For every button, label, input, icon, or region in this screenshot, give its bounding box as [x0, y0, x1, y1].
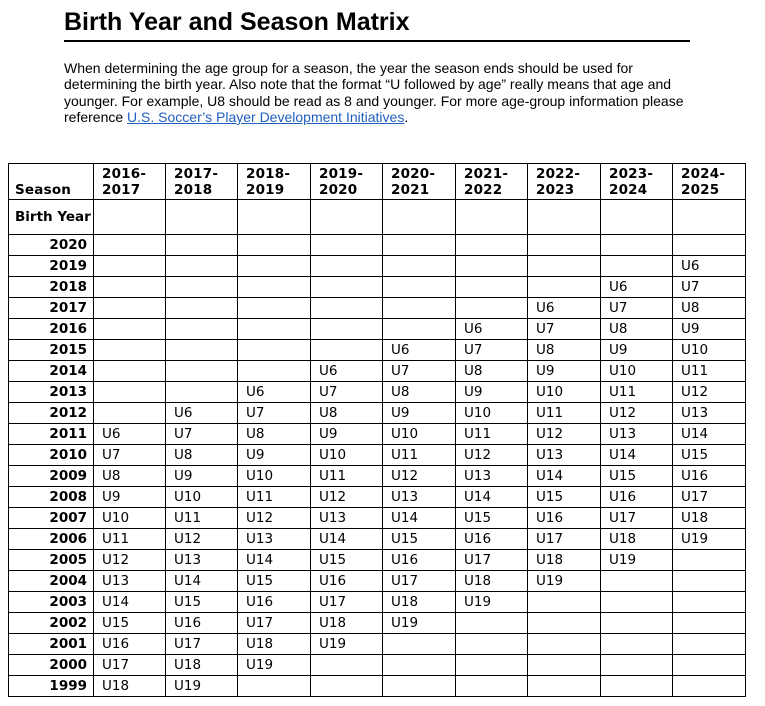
age-group-cell: U11	[456, 424, 528, 445]
intro-paragraph	[64, 60, 684, 125]
age-group-cell	[94, 361, 166, 382]
age-group-cell	[601, 592, 673, 613]
age-group-cell: U12	[601, 403, 673, 424]
age-group-cell	[238, 676, 311, 697]
age-group-cell	[94, 277, 166, 298]
age-group-cell: U8	[311, 403, 383, 424]
age-group-cell	[238, 361, 311, 382]
age-group-cell: U16	[311, 571, 383, 592]
birth-year-cell: 2014	[9, 361, 94, 382]
age-group-cell	[383, 298, 456, 319]
age-group-cell: U14	[601, 445, 673, 466]
age-group-cell: U12	[311, 487, 383, 508]
age-group-cell	[166, 361, 238, 382]
table-row	[9, 466, 746, 487]
age-group-cell	[673, 655, 746, 676]
age-group-cell: U15	[94, 613, 166, 634]
age-group-cell: U12	[673, 382, 746, 403]
age-group-cell	[94, 298, 166, 319]
age-group-cell	[528, 256, 601, 277]
age-group-cell: U12	[94, 550, 166, 571]
season-end: 2020	[319, 182, 358, 198]
age-group-cell	[528, 235, 601, 256]
age-group-cell: U13	[166, 550, 238, 571]
season-header-6	[528, 164, 601, 200]
age-group-cell: U9	[528, 361, 601, 382]
age-group-cell	[94, 403, 166, 424]
age-group-cell: U16	[166, 613, 238, 634]
age-group-cell: U15	[238, 571, 311, 592]
age-group-cell: U13	[238, 529, 311, 550]
age-group-cell	[601, 676, 673, 697]
birth-year-cell: 1999	[9, 676, 94, 697]
age-group-cell: U9	[601, 340, 673, 361]
age-group-cell	[311, 340, 383, 361]
birth-year-cell: 2009	[9, 466, 94, 487]
age-group-cell: U19	[166, 676, 238, 697]
age-group-cell	[383, 256, 456, 277]
table-row	[9, 235, 746, 256]
birth-year-cell: 2002	[9, 613, 94, 634]
table-row	[9, 676, 746, 697]
age-group-cell: U7	[166, 424, 238, 445]
season-end: 2021	[391, 182, 430, 198]
age-group-cell	[383, 676, 456, 697]
age-group-cell: U13	[601, 424, 673, 445]
age-group-cell	[456, 613, 528, 634]
birth-year-cell: 2012	[9, 403, 94, 424]
age-group-cell: U7	[601, 298, 673, 319]
age-group-cell: U7	[311, 382, 383, 403]
table-row	[9, 550, 746, 571]
age-group-cell: U12	[166, 529, 238, 550]
season-header-7	[601, 164, 673, 200]
birth-year-cell: 2001	[9, 634, 94, 655]
age-group-cell	[94, 235, 166, 256]
age-group-cell: U9	[94, 487, 166, 508]
age-group-cell: U6	[166, 403, 238, 424]
age-group-cell	[601, 571, 673, 592]
age-group-cell	[166, 277, 238, 298]
age-group-cell: U10	[528, 382, 601, 403]
age-group-cell: U16	[94, 634, 166, 655]
age-group-cell: U11	[94, 529, 166, 550]
age-group-cell	[166, 235, 238, 256]
age-group-cell: U17	[311, 592, 383, 613]
age-group-cell	[383, 277, 456, 298]
birth-year-cell: 2015	[9, 340, 94, 361]
table-row	[9, 445, 746, 466]
age-group-cell: U14	[94, 592, 166, 613]
age-group-cell	[673, 613, 746, 634]
birth-year-cell: 2004	[9, 571, 94, 592]
age-group-cell: U17	[456, 550, 528, 571]
table-row	[9, 256, 746, 277]
age-group-cell: U12	[383, 466, 456, 487]
age-group-cell: U19	[456, 592, 528, 613]
empty-cell	[311, 200, 383, 235]
age-group-cell	[311, 298, 383, 319]
age-group-cell: U13	[528, 445, 601, 466]
season-start: 2020-	[391, 166, 436, 182]
birth-year-cell: 2010	[9, 445, 94, 466]
age-group-cell: U6	[601, 277, 673, 298]
age-group-cell: U14	[311, 529, 383, 550]
birth-year-cell: 2000	[9, 655, 94, 676]
age-group-cell	[528, 277, 601, 298]
age-group-cell: U14	[383, 508, 456, 529]
season-end: 2023	[536, 182, 575, 198]
age-group-cell: U8	[166, 445, 238, 466]
age-group-cell: U15	[311, 550, 383, 571]
age-group-cell: U9	[456, 382, 528, 403]
age-group-cell	[311, 676, 383, 697]
age-group-cell	[311, 277, 383, 298]
age-group-cell: U8	[528, 340, 601, 361]
age-group-cell	[238, 319, 311, 340]
season-header-2	[238, 164, 311, 200]
age-group-cell: U10	[383, 424, 456, 445]
intro-after-link: .	[404, 108, 409, 125]
age-group-cell	[528, 655, 601, 676]
age-group-cell: U17	[383, 571, 456, 592]
season-header-4	[383, 164, 456, 200]
table-row	[9, 424, 746, 445]
age-group-cell: U13	[456, 466, 528, 487]
table-row	[9, 298, 746, 319]
birth-year-cell: 2005	[9, 550, 94, 571]
age-group-cell: U9	[166, 466, 238, 487]
age-group-cell	[456, 634, 528, 655]
age-group-cell: U7	[94, 445, 166, 466]
age-group-cell	[456, 655, 528, 676]
age-group-cell	[238, 277, 311, 298]
age-group-cell: U11	[528, 403, 601, 424]
age-group-cell	[601, 613, 673, 634]
age-group-cell: U6	[94, 424, 166, 445]
age-group-cell: U10	[238, 466, 311, 487]
age-group-cell: U13	[94, 571, 166, 592]
age-group-cell	[601, 655, 673, 676]
age-group-cell	[166, 319, 238, 340]
age-group-cell: U18	[94, 676, 166, 697]
season-start: 2022-	[536, 166, 581, 182]
empty-cell	[94, 200, 166, 235]
season-start: 2021-	[464, 166, 509, 182]
age-group-cell	[238, 340, 311, 361]
age-group-cell: U15	[383, 529, 456, 550]
season-header-8	[673, 164, 746, 200]
age-group-cell	[383, 634, 456, 655]
age-group-cell: U17	[94, 655, 166, 676]
birth-year-cell: 2007	[9, 508, 94, 529]
age-group-cell: U10	[311, 445, 383, 466]
player-development-link[interactable]: U.S. Soccer’s Player Development Initiatives	[127, 108, 405, 125]
age-group-cell: U7	[673, 277, 746, 298]
season-corner-label: Season	[9, 164, 94, 200]
age-group-cell	[311, 235, 383, 256]
empty-cell	[601, 200, 673, 235]
age-group-cell: U19	[673, 529, 746, 550]
age-group-cell	[383, 655, 456, 676]
age-group-cell: U18	[601, 529, 673, 550]
age-group-cell: U18	[456, 571, 528, 592]
birth-year-cell: 2016	[9, 319, 94, 340]
page-title: Birth Year and Season Matrix	[64, 6, 690, 42]
age-group-cell: U18	[238, 634, 311, 655]
age-group-cell: U15	[673, 445, 746, 466]
age-group-cell: U17	[601, 508, 673, 529]
season-end: 2018	[174, 182, 213, 198]
age-group-cell	[238, 235, 311, 256]
table-row	[9, 382, 746, 403]
age-group-cell	[601, 256, 673, 277]
age-group-cell	[456, 277, 528, 298]
age-group-cell: U11	[238, 487, 311, 508]
birth-year-cell: 2018	[9, 277, 94, 298]
age-group-cell: U17	[166, 634, 238, 655]
age-group-cell: U7	[238, 403, 311, 424]
age-group-cell	[311, 319, 383, 340]
season-start: 2019-	[319, 166, 364, 182]
age-group-cell	[528, 634, 601, 655]
age-group-cell: U19	[238, 655, 311, 676]
age-group-cell: U10	[456, 403, 528, 424]
season-end: 2017	[102, 182, 141, 198]
age-group-cell: U15	[456, 508, 528, 529]
age-group-cell: U17	[528, 529, 601, 550]
age-group-cell	[456, 298, 528, 319]
age-group-cell	[528, 613, 601, 634]
age-group-cell: U7	[383, 361, 456, 382]
age-group-cell	[94, 256, 166, 277]
age-group-cell: U13	[311, 508, 383, 529]
age-group-cell	[238, 256, 311, 277]
age-group-cell: U16	[383, 550, 456, 571]
table-row	[9, 529, 746, 550]
age-group-cell	[673, 550, 746, 571]
age-group-cell	[456, 256, 528, 277]
birth-year-cell: 2003	[9, 592, 94, 613]
season-header-row	[9, 164, 746, 200]
age-group-cell: U18	[383, 592, 456, 613]
age-group-cell: U9	[383, 403, 456, 424]
age-group-cell	[94, 319, 166, 340]
age-group-cell: U8	[673, 298, 746, 319]
age-group-cell: U14	[166, 571, 238, 592]
age-group-cell	[673, 592, 746, 613]
season-header-1	[166, 164, 238, 200]
season-end: 2019	[246, 182, 285, 198]
age-group-cell: U13	[673, 403, 746, 424]
empty-cell	[673, 200, 746, 235]
birth-year-cell: 2011	[9, 424, 94, 445]
age-group-cell: U6	[311, 361, 383, 382]
age-group-cell: U16	[456, 529, 528, 550]
season-header-3	[311, 164, 383, 200]
age-group-cell: U13	[383, 487, 456, 508]
table-row	[9, 613, 746, 634]
age-group-cell: U15	[166, 592, 238, 613]
age-group-cell: U18	[166, 655, 238, 676]
age-group-cell: U10	[601, 361, 673, 382]
table-row	[9, 508, 746, 529]
age-group-cell	[601, 235, 673, 256]
age-group-cell: U19	[311, 634, 383, 655]
birth-year-cell: 2019	[9, 256, 94, 277]
age-group-cell: U11	[673, 361, 746, 382]
age-group-cell	[383, 235, 456, 256]
age-group-cell: U18	[528, 550, 601, 571]
age-group-cell: U8	[94, 466, 166, 487]
intro-text: When determining the age group for a season, the year the season ends should be used for determining the birth year. Also note that the format “U followed by age” really means that age and younger. For example, U8 should be read as 8 and younger. For more age-group information please reference	[64, 60, 684, 125]
age-group-cell: U14	[673, 424, 746, 445]
age-group-cell: U17	[673, 487, 746, 508]
age-group-cell: U19	[601, 550, 673, 571]
season-end: 2025	[681, 182, 720, 198]
season-start: 2017-	[174, 166, 219, 182]
age-group-cell	[673, 634, 746, 655]
table-row	[9, 361, 746, 382]
age-group-cell: U10	[673, 340, 746, 361]
age-group-cell: U6	[673, 256, 746, 277]
age-group-cell	[601, 634, 673, 655]
age-group-cell: U9	[238, 445, 311, 466]
age-group-cell	[311, 655, 383, 676]
table-row	[9, 634, 746, 655]
empty-cell	[238, 200, 311, 235]
empty-cell	[456, 200, 528, 235]
age-group-cell: U16	[673, 466, 746, 487]
birth-year-cell: 2013	[9, 382, 94, 403]
age-group-cell	[528, 676, 601, 697]
season-end: 2024	[609, 182, 648, 198]
age-group-cell: U8	[238, 424, 311, 445]
birth-year-cell: 2017	[9, 298, 94, 319]
matrix-body	[9, 200, 746, 697]
age-group-cell: U8	[383, 382, 456, 403]
age-group-cell: U6	[528, 298, 601, 319]
age-group-cell: U7	[528, 319, 601, 340]
season-start: 2016-	[102, 166, 147, 182]
birth-year-label: Birth Year	[9, 200, 94, 235]
season-start: 2023-	[609, 166, 654, 182]
age-group-cell: U12	[456, 445, 528, 466]
age-group-cell	[673, 235, 746, 256]
table-row	[9, 403, 746, 424]
age-group-cell: U15	[528, 487, 601, 508]
age-group-cell: U10	[166, 487, 238, 508]
age-group-cell	[94, 382, 166, 403]
age-group-cell: U14	[528, 466, 601, 487]
age-group-cell: U6	[238, 382, 311, 403]
birth-year-season-matrix	[8, 163, 746, 697]
age-group-cell: U18	[673, 508, 746, 529]
age-group-cell: U17	[238, 613, 311, 634]
table-row	[9, 571, 746, 592]
table-row	[9, 319, 746, 340]
age-group-cell	[528, 592, 601, 613]
age-group-cell	[166, 256, 238, 277]
age-group-cell: U19	[383, 613, 456, 634]
age-group-cell	[94, 340, 166, 361]
age-group-cell	[166, 298, 238, 319]
age-group-cell: U14	[456, 487, 528, 508]
age-group-cell	[673, 676, 746, 697]
age-group-cell: U11	[601, 382, 673, 403]
age-group-cell: U11	[311, 466, 383, 487]
age-group-cell	[456, 235, 528, 256]
age-group-cell: U15	[601, 466, 673, 487]
empty-cell	[383, 200, 456, 235]
birth-year-cell: 2008	[9, 487, 94, 508]
season-header-0	[94, 164, 166, 200]
table-row	[9, 592, 746, 613]
birth-year-cell: 2006	[9, 529, 94, 550]
birth-year-cell: 2020	[9, 235, 94, 256]
empty-cell	[166, 200, 238, 235]
age-group-cell	[166, 382, 238, 403]
age-group-cell: U18	[311, 613, 383, 634]
age-group-cell: U10	[94, 508, 166, 529]
table-row	[9, 277, 746, 298]
table-row	[9, 487, 746, 508]
empty-cell	[528, 200, 601, 235]
age-group-cell: U11	[383, 445, 456, 466]
age-group-cell: U12	[238, 508, 311, 529]
season-end: 2022	[464, 182, 503, 198]
age-group-cell: U9	[673, 319, 746, 340]
age-group-cell: U6	[456, 319, 528, 340]
table-row	[9, 340, 746, 361]
age-group-cell	[673, 571, 746, 592]
season-start: 2024-	[681, 166, 726, 182]
age-group-cell: U16	[601, 487, 673, 508]
age-group-cell: U8	[456, 361, 528, 382]
age-group-cell: U11	[166, 508, 238, 529]
table-row	[9, 655, 746, 676]
age-group-cell: U16	[528, 508, 601, 529]
age-group-cell: U7	[456, 340, 528, 361]
age-group-cell	[166, 340, 238, 361]
age-group-cell: U16	[238, 592, 311, 613]
season-header-5	[456, 164, 528, 200]
age-group-cell	[311, 256, 383, 277]
age-group-cell: U9	[311, 424, 383, 445]
age-group-cell: U12	[528, 424, 601, 445]
age-group-cell: U14	[238, 550, 311, 571]
age-group-cell	[456, 676, 528, 697]
age-group-cell	[383, 319, 456, 340]
age-group-cell: U6	[383, 340, 456, 361]
age-group-cell	[238, 298, 311, 319]
birth-year-label-row	[9, 200, 746, 235]
age-group-cell: U19	[528, 571, 601, 592]
age-group-cell: U8	[601, 319, 673, 340]
season-start: 2018-	[246, 166, 291, 182]
